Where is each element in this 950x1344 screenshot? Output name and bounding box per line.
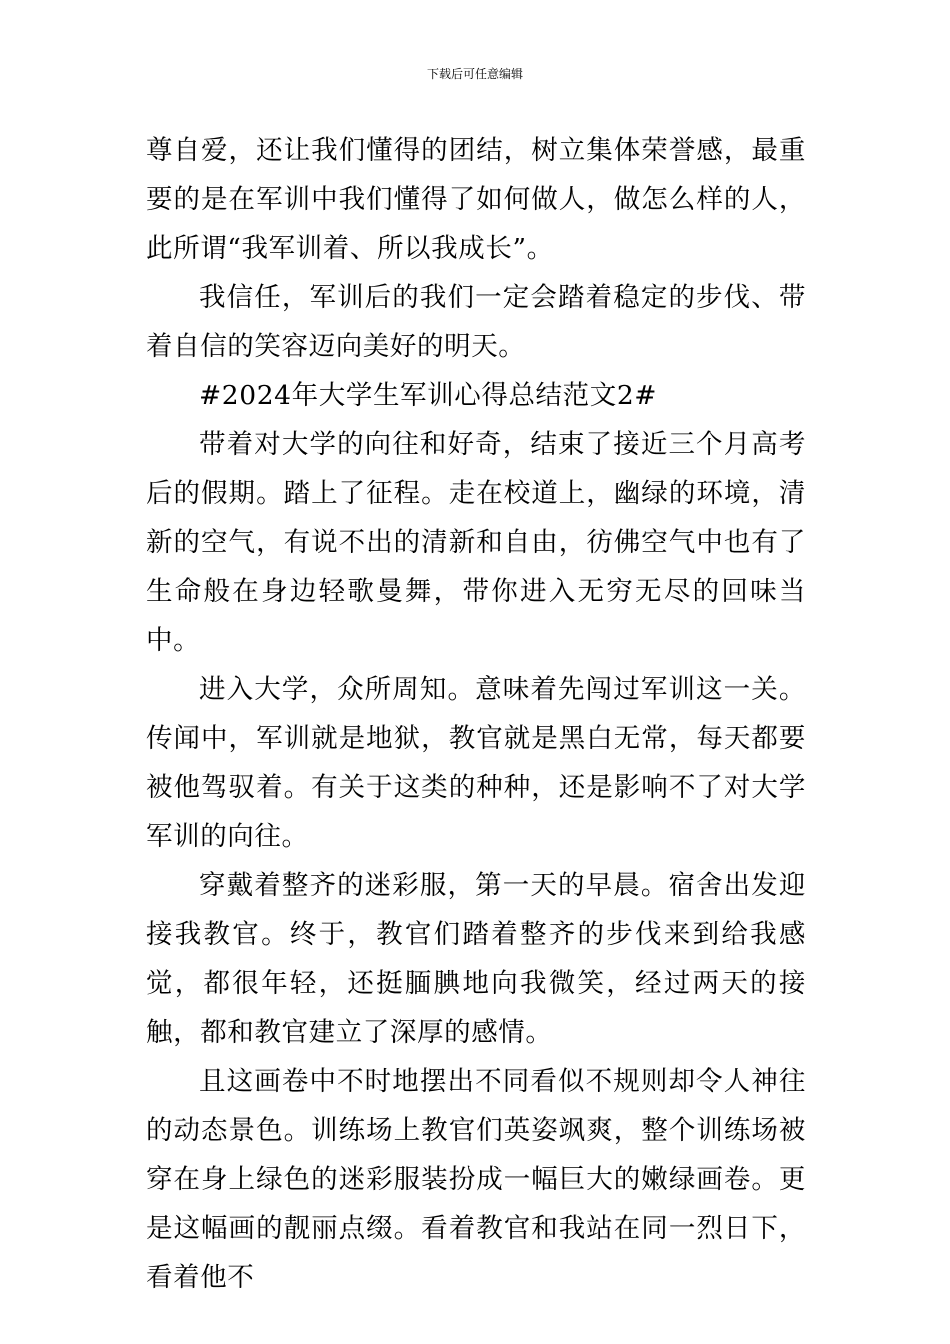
paragraph-1: 尊自爱，还让我们懂得的团结，树立集体荣誉感，最重要的是在军训中我们懂得了如何做人，做怎么样的人，此所谓“我军训着、所以我成长”。 [146, 135, 806, 264]
paragraph-3: 带着对大学的向往和好奇，结束了接近三个月高考后的假期。踏上了征程。走在校道上，幽绿的环境，清新的空气，有说不出的清新和自由，彷佛空气中也有了生命般在身边轻歌曼舞，带你进入无穷无尽的回味当中。 [146, 429, 806, 656]
header-note: 下载后可任意编辑 [426, 67, 523, 81]
document-body [146, 126, 806, 1302]
paragraph-6: 且这画卷中不时地摆出不同看似不规则却令人神往的动态景色。训练场上教官们英姿飒爽，整个训练场被穿在身上绿色的迷彩服装扮成一幅巨大的嫩绿画卷。更是这幅画的靓丽点缀。看着教官和我站在同一烈日下，看着他不 [146, 1066, 806, 1293]
section-heading: #2024年大学生军训心得总结范文2# [199, 380, 658, 411]
paragraph-2: 我信任，军训后的我们一定会踏着稳定的步伐、带着自信的笑容迈向美好的明天。 [146, 282, 806, 362]
paragraph-5: 穿戴着整齐的迷彩服，第一天的早晨。宿舍出发迎接我教官。终于，教官们踏着整齐的步伐来到给我感觉，都很年轻，还挺腼腆地向我微笑，经过两天的接触，都和教官建立了深厚的感情。 [146, 870, 806, 1048]
paragraph-4: 进入大学，众所周知。意味着先闯过军训这一关。传闻中，军训就是地狱，教官就是黑白无常，每天都要被他驾驭着。有关于这类的种种，还是影响不了对大学军训的向往。 [146, 674, 806, 852]
